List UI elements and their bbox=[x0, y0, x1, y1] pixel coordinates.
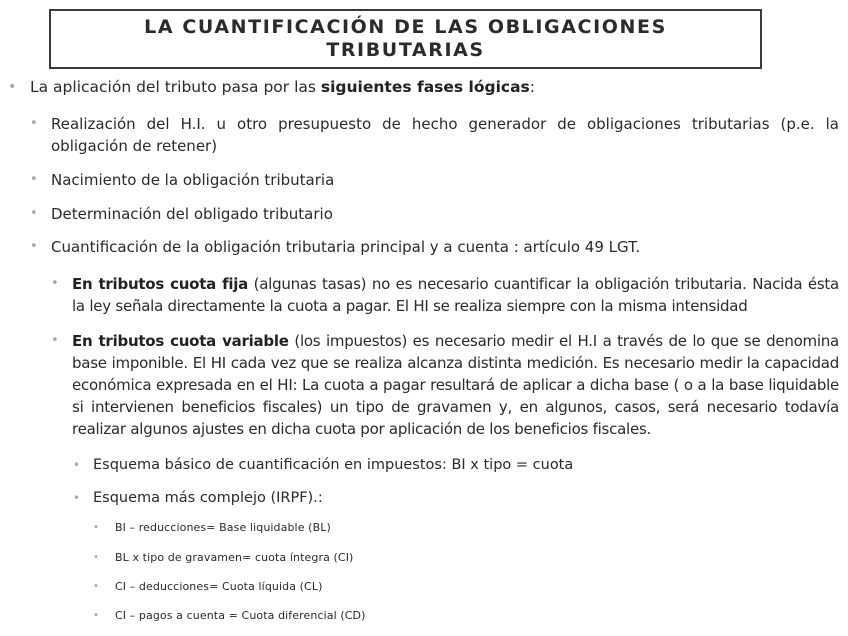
irpf-step: • CI – pagos a cuenta = Cuota diferencial (CD) bbox=[115, 608, 835, 624]
slide-title-box bbox=[49, 9, 762, 69]
phase-item: • Realización del H.I. u otro presupuesto de hecho generador de obligaciones tributarias (p.e. la obligación de retener) bbox=[51, 113, 839, 157]
cuota-fija-bold: En tributos cuota fija bbox=[72, 275, 249, 293]
irpf-step: • BI – reducciones= Base liquidable (BL) bbox=[115, 520, 835, 536]
cuota-variable-text: (los impuestos) es necesario medir el H.I a través de lo que se denomina base imponible. El HI cada vez que se realiza alcanza distinta medición. Es necesario medir la capacidad económica expresada en el HI: La cuota a pagar resultará de aplicar a dicha base ( o a la base liquidable si intervienen beneficios fiscales) un tipo de gravamen y, en algunos, casos, será necesario todavía realizar algunos ajustes en dicha cuota por aplicación de los beneficios fiscales. bbox=[72, 332, 839, 438]
slide-title-line-1: LA CUANTIFICACIÓN DE LAS OBLIGACIONES bbox=[144, 16, 667, 38]
cuota-variable-bold: En tributos cuota variable bbox=[72, 332, 289, 350]
cuota-fija-bullet bbox=[72, 273, 839, 317]
cuota-variable-bullet bbox=[72, 330, 839, 440]
intro-prefix: La aplicación del tributo pasa por las bbox=[30, 78, 321, 96]
phase-item: • Cuantificación de la obligación tributaria principal y a cuenta : artículo 49 LGT. bbox=[51, 236, 839, 258]
cuota-fija-text: (algunas tasas) no es necesario cuantificar la obligación tributaria. Nacida ésta la ley señala directamente la cuota a pagar. El HI se realiza siempre con la misma intensidad bbox=[72, 275, 839, 315]
intro-bold: siguientes fases lógicas bbox=[320, 78, 530, 96]
scheme-item: • Esquema básico de cuantificación en impuestos: BI x tipo = cuota bbox=[93, 454, 839, 476]
phase-item: • Determinación del obligado tributario bbox=[51, 203, 839, 225]
phase-item: • Nacimiento de la obligación tributaria bbox=[51, 169, 839, 191]
slide-title-line-2: TRIBUTARIAS bbox=[326, 39, 485, 61]
irpf-step: • BL x tipo de gravamen= cuota íntegra (CI) bbox=[115, 550, 835, 566]
scheme-item: • Esquema más complejo (IRPF).: bbox=[93, 487, 839, 509]
intro-suffix: : bbox=[529, 78, 535, 96]
intro-bullet bbox=[30, 76, 830, 98]
irpf-step: • CI – deducciones= Cuota líquida (CL) bbox=[115, 579, 835, 595]
